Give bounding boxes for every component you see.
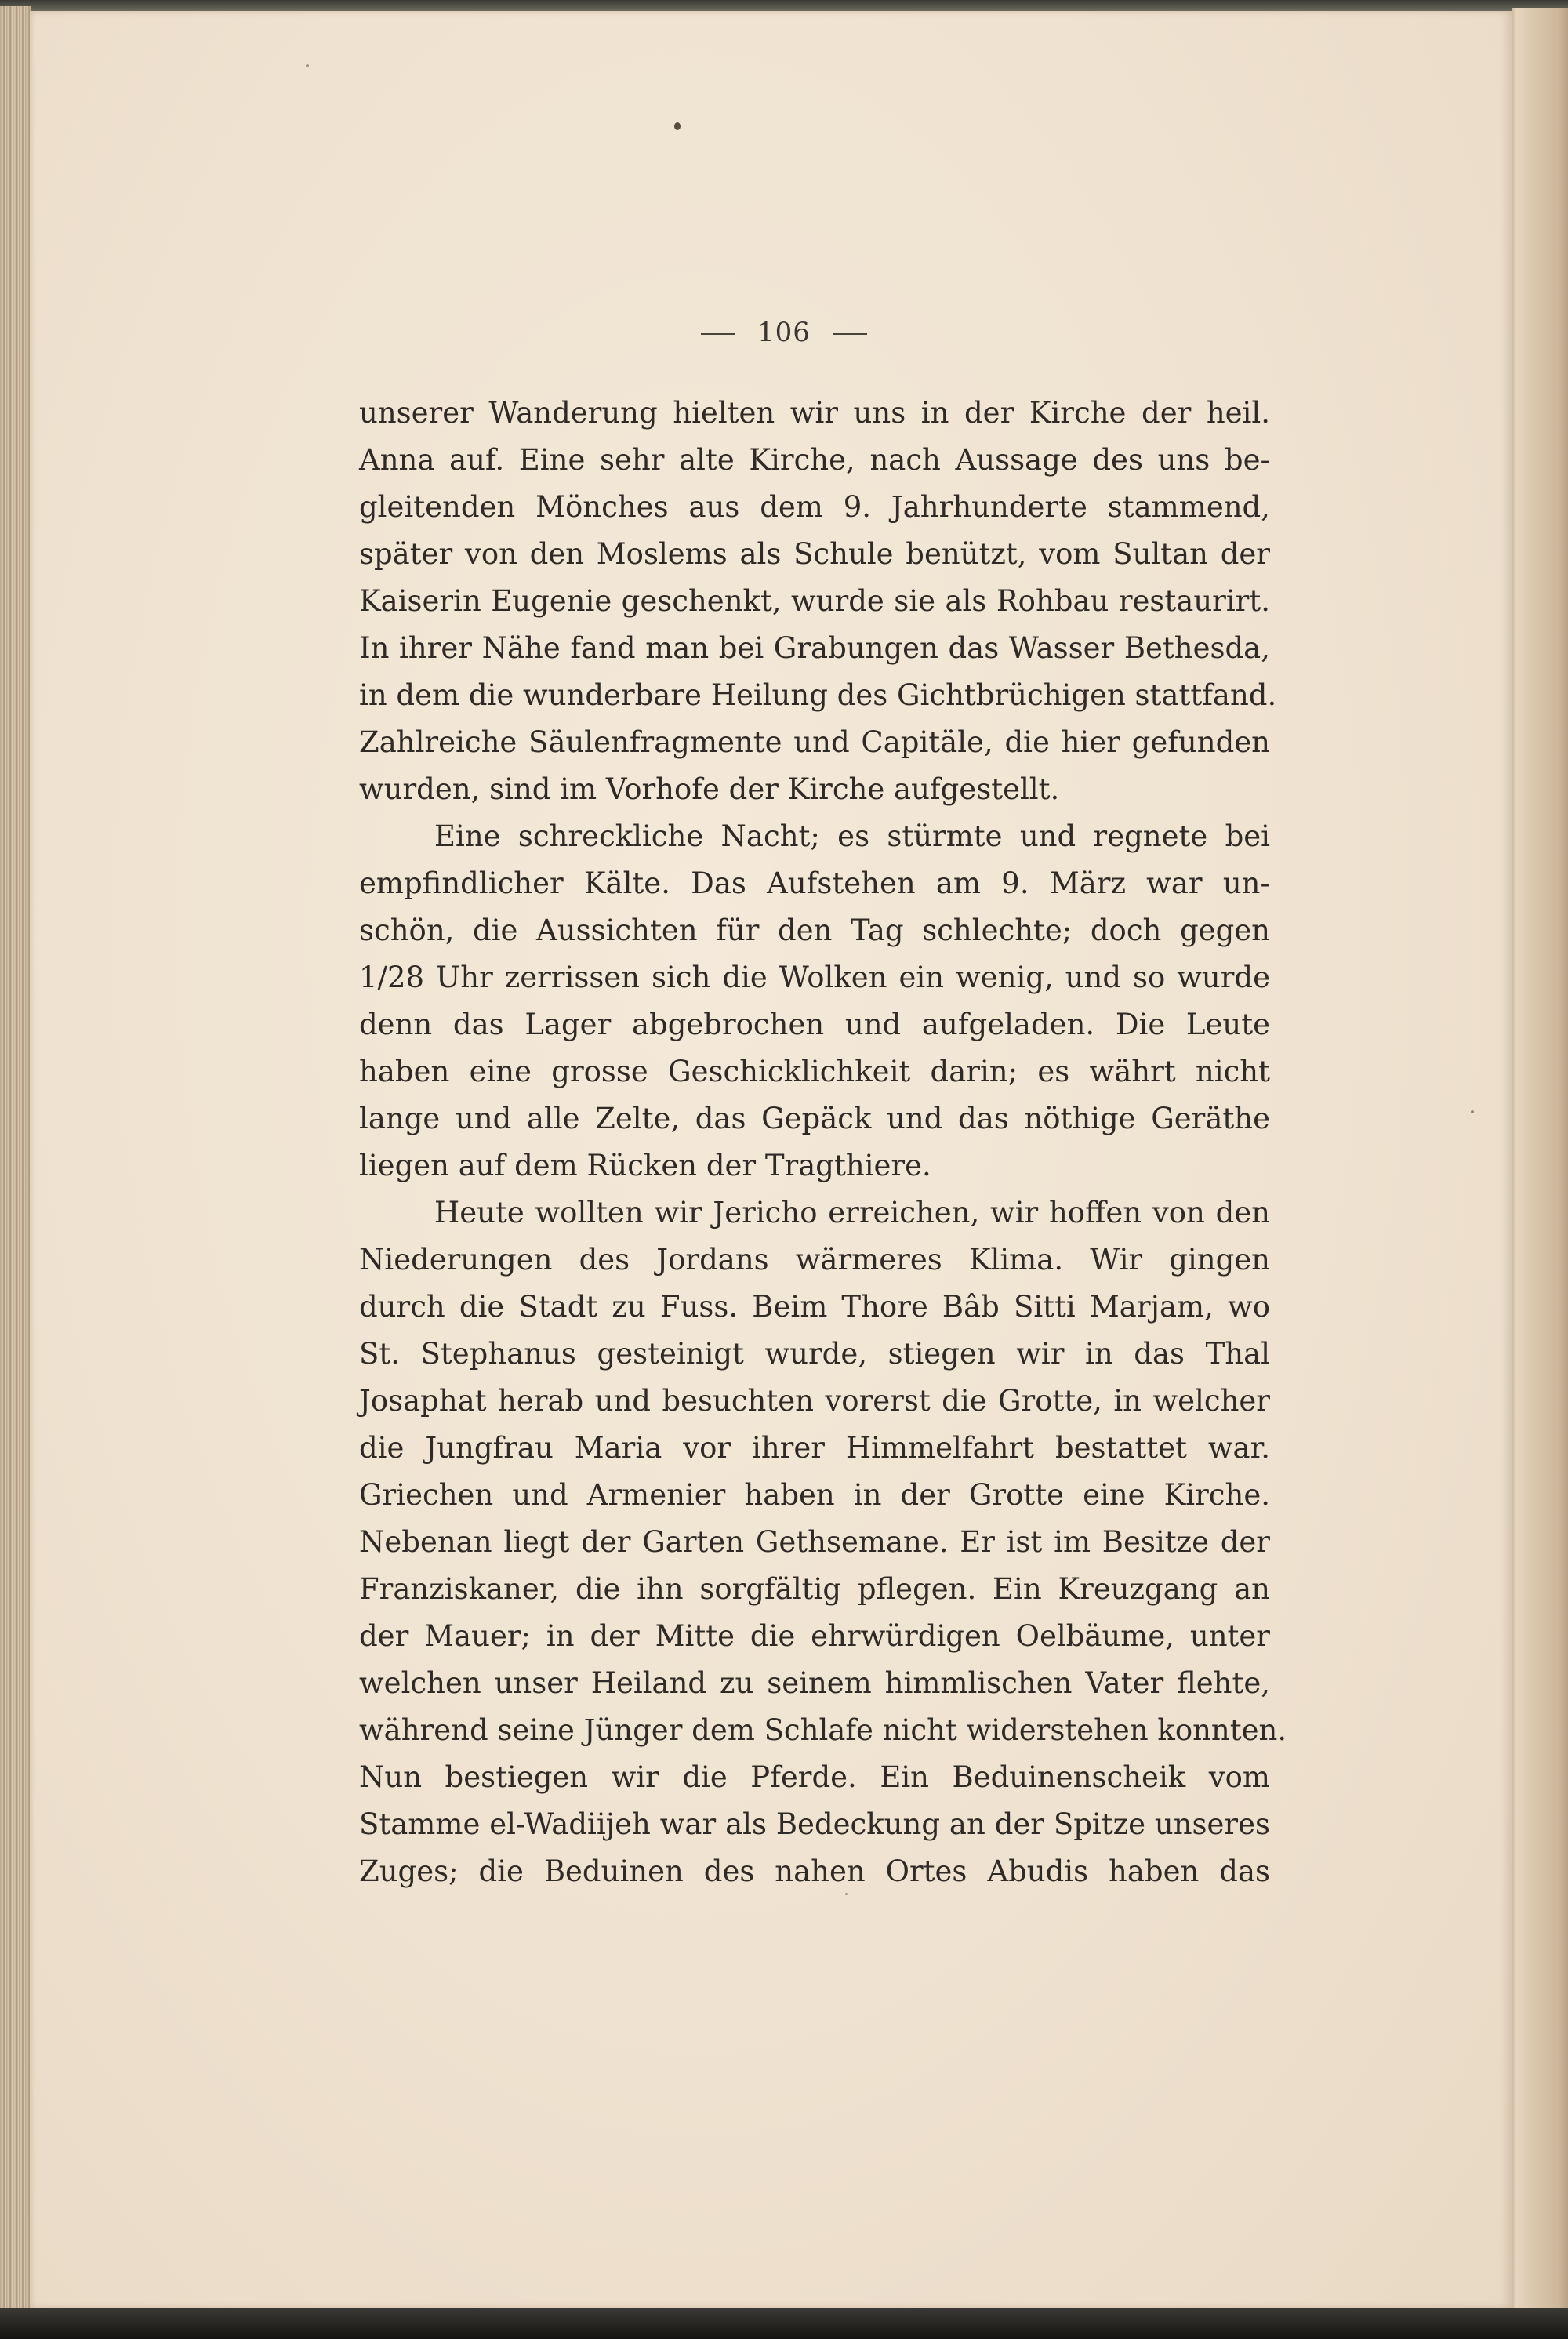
text-line: Zahlreiche Säulenfragmente und Capitäle, die hier gefunden (359, 725, 1270, 759)
text-line: Anna auf. Eine sehr alte Kirche, nach Aussage des uns be- (359, 443, 1270, 477)
body-text (359, 390, 1287, 1895)
text-line: Nebenan liegt der Garten Gethsemane. Er ist im Besitze der (359, 1525, 1270, 1559)
text-line: Eine schreckliche Nacht; es stürmte und regnete bei (434, 819, 1270, 853)
text-line: gleitenden Mönches aus dem 9. Jahrhunderte stammend, (359, 490, 1270, 524)
text-line: lange und alle Zelte, das Gepäck und das nöthige Geräthe (359, 1102, 1270, 1135)
page-stack-left-edge (0, 6, 31, 2312)
text-line: die Jungfrau Maria vor ihrer Himmelfahrt bestattet war. (359, 1431, 1270, 1465)
text-line: Niederungen des Jordans wärmeres Klima. Wir gingen (359, 1243, 1270, 1277)
text-line: St. Stephanus gesteinigt wurde, stiegen wir in das Thal (359, 1337, 1270, 1371)
page-number: 106 (757, 317, 811, 348)
text-line: Griechen und Armenier haben in der Grotte eine Kirche. (359, 1478, 1270, 1512)
text-line: schön, die Aussichten für den Tag schlechte; doch gegen (359, 913, 1270, 947)
text-line: Josaphat herab und besuchten vorerst die Grotte, in welcher (359, 1384, 1270, 1418)
paper-speck (674, 122, 681, 130)
page-stack-right-edge (1512, 8, 1568, 2309)
text-line: denn das Lager abgebrochen und aufgeladen. Die Leute (359, 1008, 1270, 1041)
dash-right (833, 333, 867, 335)
text-line: durch die Stadt zu Fuss. Beim Thore Bâb Sitti Marjam, wo (359, 1290, 1270, 1324)
text-line: In ihrer Nähe fand man bei Grabungen das Wasser Bethesda, (359, 631, 1270, 665)
text-line: Zuges; die Beduinen des nahen Ortes Abudis haben das (359, 1854, 1270, 1888)
dash-left (701, 333, 735, 335)
text-line: Kaiserin Eugenie geschenkt, wurde sie als Rohbau restaurirt. (359, 584, 1270, 618)
paper-speck (1471, 1110, 1474, 1113)
text-line: der Mauer; in der Mitte die ehrwürdigen Oelbäume, unter (359, 1619, 1270, 1653)
text-line: haben eine grosse Geschicklichkeit darin; es währt nicht (359, 1055, 1270, 1088)
book-cover-top-edge (0, 0, 1568, 11)
text-line: wurden, sind im Vorhofe der Kirche aufgestellt. (359, 772, 1060, 806)
text-line: Nun bestiegen wir die Pferde. Ein Beduinenscheik vom (359, 1760, 1270, 1794)
paper-speck (306, 64, 309, 67)
text-line: welchen unser Heiland zu seinem himmlischen Vater flehte, (359, 1666, 1270, 1700)
text-line: in dem die wunderbare Heilung des Gichtbrüchigen stattfand. (359, 678, 1277, 712)
text-line: liegen auf dem Rücken der Tragthiere. (359, 1149, 931, 1182)
text-line: während seine Jünger dem Schlafe nicht widerstehen konnten. (359, 1713, 1287, 1747)
text-line: unserer Wanderung hielten wir uns in der Kirche der heil. (359, 396, 1270, 430)
book-cover-bottom-edge (0, 2308, 1568, 2339)
text-line: 1/28 Uhr zerrissen sich die Wolken ein wenig, und so wurde (359, 961, 1270, 994)
text-line: Heute wollten wir Jericho erreichen, wir hoffen von den (434, 1196, 1270, 1229)
text-line: Franziskaner, die ihn sorgfältig pflegen. Ein Kreuzgang an (359, 1572, 1270, 1606)
page-number-header (0, 317, 1568, 348)
text-line: empfindlicher Kälte. Das Aufstehen am 9. März war un- (359, 866, 1270, 900)
text-line: später von den Moslems als Schule benützt, vom Sultan der (359, 537, 1270, 571)
text-line: Stamme el-Wadiijeh war als Bedeckung an der Spitze unseres (359, 1807, 1270, 1841)
